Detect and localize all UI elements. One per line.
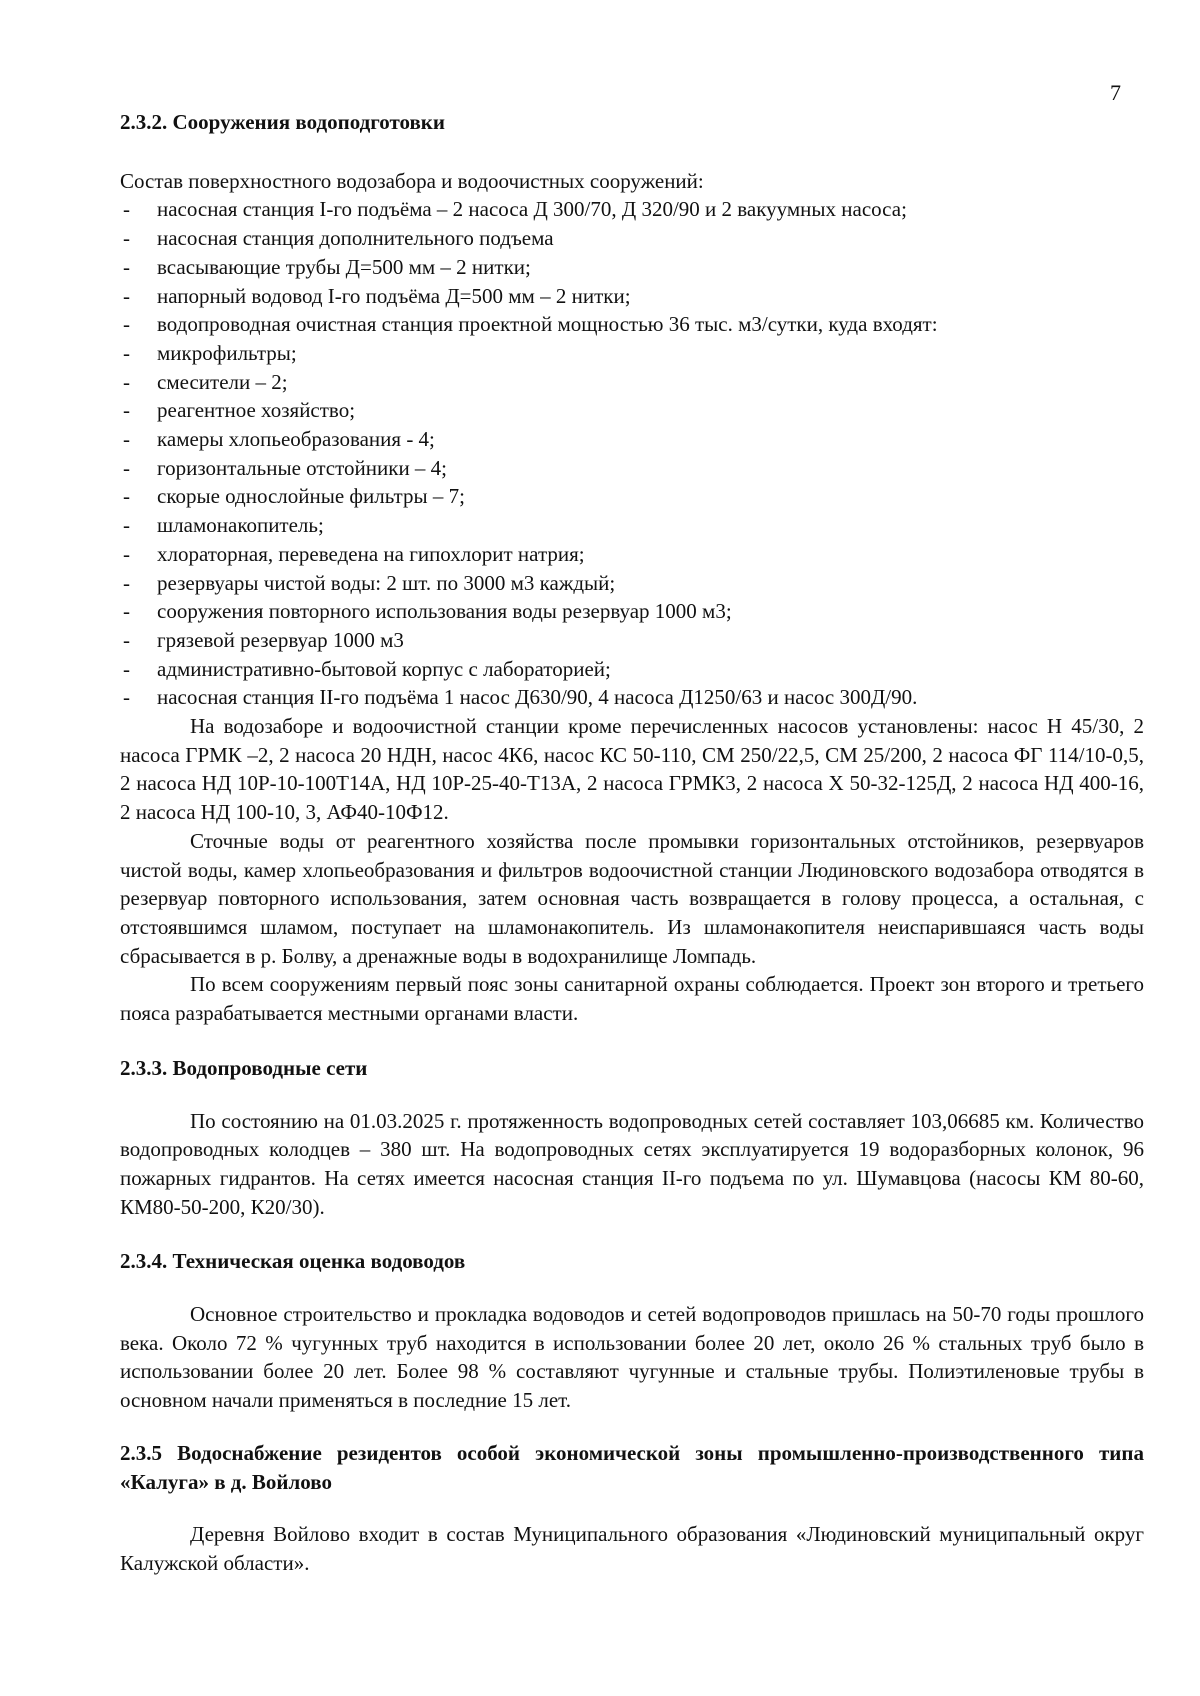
networks-paragraph: По состоянию на 01.03.2025 г. протяженность водопроводных сетей составляет 103,06685 км. Количество водопроводных колодцев – 380 шт. На водопроводных сетях эксплуатируется 19 водоразборных колонок, 96 пожарных гидрантов. На сетях имеется насосная станция II-го подъема по ул. Шумавцова (насосы КМ 80-60, КМ80-50-200, К20/30).	[120, 1108, 1144, 1219]
wastewater-paragraph: Сточные воды от реагентного хозяйства после промывки горизонтальных отстойников, резервуаров чистой воды, камер хлопьеобразования и фильтров водоочистной станции Людиновского водозабора отводятся в резервуар повторного использования, затем основная часть возвращается в голову процесса, а остальная, с отстоявшимся шламом, поступает на шламонакопитель. Из шламонакопителя неиспарившаяся часть воды сбрасывается в р. Болву, а дренажные воды в водохранилище Ломпадь.	[120, 828, 1144, 968]
page-number: 7	[1110, 80, 1121, 105]
list-item: - резервуары чистой воды: 2 шт. по 3000 м3 каждый;	[120, 569, 1144, 598]
section-234-heading: 2.3.4. Техническая оценка водоводов	[120, 1249, 466, 1274]
list-item: - смесители – 2;	[120, 368, 1144, 397]
list-item: - реагентное хозяйство;	[120, 396, 1144, 425]
list-item: - всасывающие трубы Д=500 мм – 2 нитки;	[120, 253, 1144, 282]
list-item: - сооружения повторного использования воды резервуар 1000 м3;	[120, 597, 1144, 626]
pipelines-assessment-paragraph: Основное строительство и прокладка водоводов и сетей водопроводов пришлась на 50-70 годы прошлого века. Около 72 % чугунных труб находится в использовании более 20 лет, около 26 % стальных труб было в использовании более 20 лет. Более 98 % составляют чугунные и стальные трубы. Полиэтиленовые трубы в основном начали применяться в последние 15 лет.	[120, 1302, 1144, 1413]
section-235-heading: 2.3.5 Водоснабжение резидентов особой экономической зоны промышленно-производственного типа «Калуга» в д. Войлово	[120, 1440, 1144, 1494]
list-item: - насосная станция I-го подъёма – 2 насоса Д 300/70, Д 320/90 и 2 вакуумных насоса;	[120, 195, 1144, 224]
list-item: - камеры хлопьеобразования - 4;	[120, 425, 1144, 454]
list-item: - насосная станция дополнительного подъема	[120, 224, 1144, 253]
list-item: - скорые однослойные фильтры – 7;	[120, 482, 1144, 511]
voilovo-paragraph: Деревня Войлово входит в состав Муниципального образования «Людиновский муниципальный округ Калужской области».	[120, 1522, 1144, 1575]
list-item: - насосная станция II-го подъёма 1 насос Д630/90, 4 насоса Д1250/63 и насос 300Д/90.	[120, 683, 1144, 712]
list-item: - напорный водовод I-го подъёма Д=500 мм – 2 нитки;	[120, 282, 1144, 311]
pumps-paragraph: На водозаборе и водоочистной станции кроме перечисленных насосов установлены: насос Н 45/30, 2 насоса ГРМК –2, 2 насоса 20 НДН, насос 4К6, насос КС 50-110, СМ 250/22,5, СМ 25/200, 2 насоса ФГ 114/10-0,5, 2 насоса НД 10Р-10-100Т14А, НД 10Р-25-40-Т13А, 2 насоса ГРМК3, 2 насоса Х 50-32-125Д, 2 насоса НД 400-16, 2 насоса НД 100-10, 3, АФ40-10Ф12.	[120, 714, 1144, 825]
list-item: - водопроводная очистная станция проектной мощностью 36 тыс. м3/сутки, куда входят:	[120, 310, 1144, 339]
section-232-intro: Состав поверхностного водозабора и водоочистных сооружений:	[120, 168, 704, 193]
list-item: - грязевой резервуар 1000 м3	[120, 626, 1144, 655]
sanitary-zone-paragraph: По всем сооружениям первый пояс зоны санитарной охраны соблюдается. Проект зон второго и третьего пояса разрабатывается местными органами власти.	[120, 972, 1144, 1026]
list-item: - микрофильтры;	[120, 339, 1144, 368]
document-body	[120, 108, 1144, 1578]
list-item: - шламонакопитель;	[120, 511, 1144, 540]
list-item: - горизонтальные отстойники – 4;	[120, 454, 1144, 483]
section-233-heading: 2.3.3. Водопроводные сети	[120, 1055, 368, 1080]
list-item: - административно-бытовой корпус с лабораторией;	[120, 655, 1144, 684]
facilities-list	[120, 195, 1144, 712]
list-item: - хлораторная, переведена на гипохлорит натрия;	[120, 540, 1144, 569]
section-232-heading: 2.3.2. Сооружения водоподготовки	[120, 110, 445, 134]
